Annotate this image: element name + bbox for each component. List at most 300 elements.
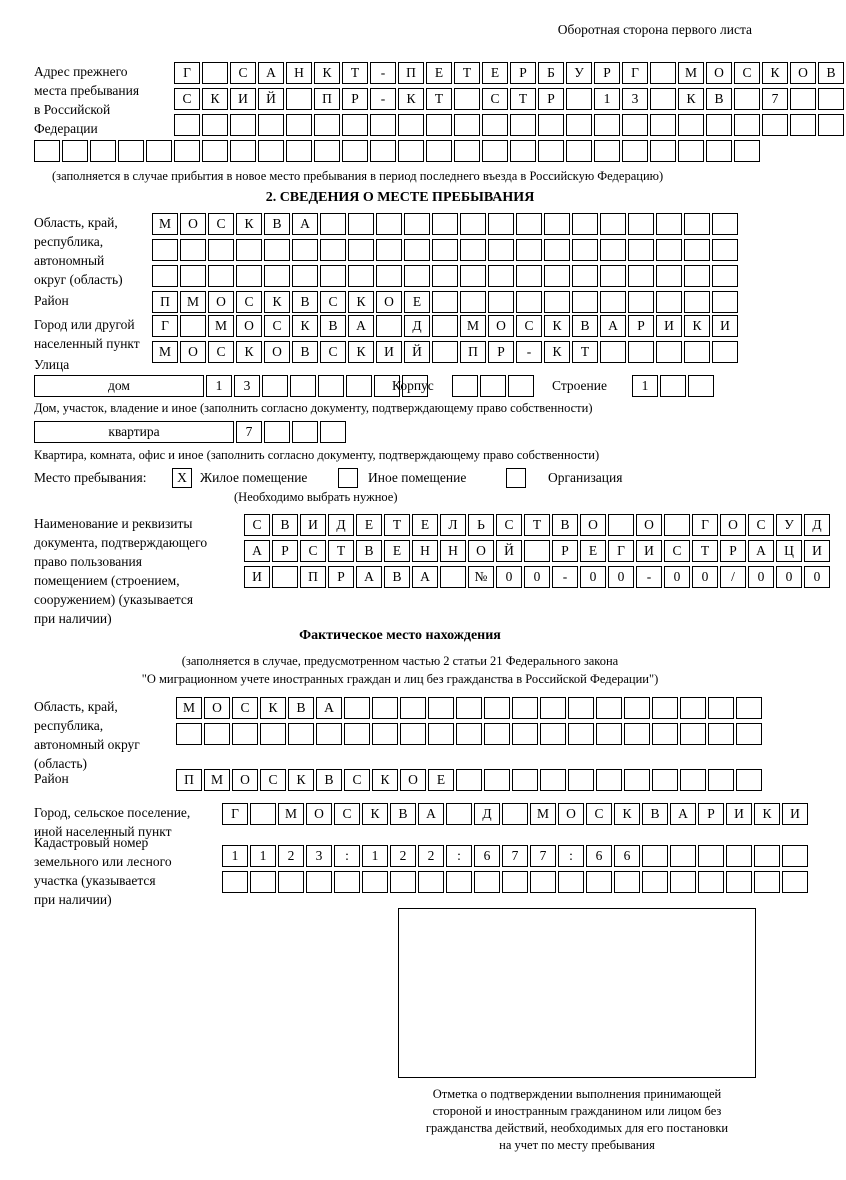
char-cell[interactable] <box>594 114 620 136</box>
char-cell[interactable]: 1 <box>362 845 388 867</box>
char-cell[interactable]: А <box>600 315 626 337</box>
document-row-1[interactable] <box>244 514 832 536</box>
char-cell[interactable]: С <box>300 540 326 562</box>
char-cell[interactable] <box>344 697 370 719</box>
char-cell[interactable] <box>260 723 286 745</box>
char-cell[interactable]: Р <box>628 315 654 337</box>
char-cell[interactable]: Г <box>174 62 200 84</box>
char-cell[interactable] <box>230 140 256 162</box>
char-cell[interactable] <box>316 723 342 745</box>
char-cell[interactable]: 0 <box>692 566 718 588</box>
char-cell[interactable]: 0 <box>804 566 830 588</box>
char-cell[interactable]: Т <box>426 88 452 110</box>
char-cell[interactable] <box>446 871 472 893</box>
char-cell[interactable] <box>524 540 550 562</box>
char-cell[interactable] <box>250 803 276 825</box>
char-cell[interactable] <box>488 239 514 261</box>
char-cell[interactable] <box>432 315 458 337</box>
char-cell[interactable]: И <box>376 341 402 363</box>
char-cell[interactable] <box>208 265 234 287</box>
char-cell[interactable]: Т <box>692 540 718 562</box>
char-cell[interactable] <box>488 213 514 235</box>
char-cell[interactable]: Р <box>698 803 724 825</box>
char-cell[interactable]: Е <box>384 540 410 562</box>
char-cell[interactable] <box>678 140 704 162</box>
stamp-box[interactable] <box>398 908 756 1078</box>
char-cell[interactable] <box>286 114 312 136</box>
char-cell[interactable]: 0 <box>496 566 522 588</box>
document-row-3[interactable] <box>244 566 832 588</box>
char-cell[interactable] <box>656 291 682 313</box>
char-cell[interactable] <box>596 697 622 719</box>
char-cell[interactable] <box>432 213 458 235</box>
char-cell[interactable]: П <box>398 62 424 84</box>
char-cell[interactable] <box>272 566 298 588</box>
char-cell[interactable]: М <box>152 213 178 235</box>
char-cell[interactable] <box>208 239 234 261</box>
checkbox-inoe[interactable] <box>338 468 358 488</box>
char-cell[interactable] <box>286 88 312 110</box>
char-cell[interactable] <box>404 213 430 235</box>
char-cell[interactable] <box>488 291 514 313</box>
char-cell[interactable]: О <box>580 514 606 536</box>
prev-address-row-3[interactable] <box>174 114 846 136</box>
char-cell[interactable] <box>512 769 538 791</box>
char-cell[interactable]: С <box>496 514 522 536</box>
char-cell[interactable] <box>292 421 318 443</box>
char-cell[interactable] <box>320 213 346 235</box>
char-cell[interactable]: 7 <box>530 845 556 867</box>
char-cell[interactable]: А <box>670 803 696 825</box>
char-cell[interactable] <box>454 140 480 162</box>
char-cell[interactable]: А <box>748 540 774 562</box>
char-cell[interactable]: Н <box>286 62 312 84</box>
char-cell[interactable]: К <box>684 315 710 337</box>
cadastral-row-1[interactable] <box>222 845 810 867</box>
char-cell[interactable] <box>176 723 202 745</box>
char-cell[interactable]: М <box>204 769 230 791</box>
char-cell[interactable] <box>754 845 780 867</box>
char-cell[interactable]: Л <box>440 514 466 536</box>
char-cell[interactable] <box>376 239 402 261</box>
char-cell[interactable] <box>680 769 706 791</box>
char-cell[interactable]: К <box>314 62 340 84</box>
char-cell[interactable] <box>204 723 230 745</box>
char-cell[interactable]: Г <box>222 803 248 825</box>
char-cell[interactable]: И <box>804 540 830 562</box>
char-cell[interactable]: В <box>552 514 578 536</box>
char-cell[interactable] <box>510 140 536 162</box>
char-cell[interactable] <box>656 239 682 261</box>
char-cell[interactable] <box>398 140 424 162</box>
char-cell[interactable] <box>342 140 368 162</box>
char-cell[interactable] <box>180 315 206 337</box>
char-cell[interactable] <box>624 697 650 719</box>
char-cell[interactable]: Ь <box>468 514 494 536</box>
char-cell[interactable]: О <box>204 697 230 719</box>
char-cell[interactable] <box>288 723 314 745</box>
char-cell[interactable] <box>680 697 706 719</box>
char-cell[interactable] <box>348 213 374 235</box>
char-cell[interactable]: Е <box>404 291 430 313</box>
char-cell[interactable] <box>712 213 738 235</box>
char-cell[interactable] <box>174 114 200 136</box>
char-cell[interactable] <box>712 291 738 313</box>
char-cell[interactable]: А <box>258 62 284 84</box>
char-cell[interactable] <box>432 341 458 363</box>
char-cell[interactable] <box>652 769 678 791</box>
char-cell[interactable] <box>456 697 482 719</box>
char-cell[interactable]: О <box>236 315 262 337</box>
char-cell[interactable]: Е <box>482 62 508 84</box>
char-cell[interactable] <box>510 114 536 136</box>
char-cell[interactable]: К <box>288 769 314 791</box>
char-cell[interactable]: 0 <box>748 566 774 588</box>
char-cell[interactable]: С <box>334 803 360 825</box>
section2-district-row[interactable] <box>152 291 740 313</box>
char-cell[interactable] <box>568 723 594 745</box>
section2-region-row-1[interactable] <box>152 213 740 235</box>
char-cell[interactable] <box>426 140 452 162</box>
char-cell[interactable]: К <box>202 88 228 110</box>
char-cell[interactable]: - <box>516 341 542 363</box>
char-cell[interactable]: В <box>272 514 298 536</box>
char-cell[interactable]: С <box>320 291 346 313</box>
char-cell[interactable]: 0 <box>580 566 606 588</box>
char-cell[interactable]: Р <box>538 88 564 110</box>
char-cell[interactable] <box>262 375 288 397</box>
char-cell[interactable] <box>460 239 486 261</box>
char-cell[interactable] <box>706 114 732 136</box>
char-cell[interactable] <box>278 871 304 893</box>
char-cell[interactable]: Т <box>510 88 536 110</box>
char-cell[interactable]: - <box>370 62 396 84</box>
char-cell[interactable]: О <box>208 291 234 313</box>
char-cell[interactable]: Б <box>538 62 564 84</box>
char-cell[interactable] <box>628 239 654 261</box>
char-cell[interactable] <box>508 375 534 397</box>
char-cell[interactable]: С <box>208 341 234 363</box>
char-cell[interactable]: П <box>152 291 178 313</box>
char-cell[interactable]: К <box>544 315 570 337</box>
char-cell[interactable]: В <box>572 315 598 337</box>
char-cell[interactable]: В <box>316 769 342 791</box>
char-cell[interactable]: Т <box>524 514 550 536</box>
char-cell[interactable]: Г <box>622 62 648 84</box>
char-cell[interactable]: В <box>264 213 290 235</box>
prev-address-row-2[interactable] <box>174 88 846 110</box>
char-cell[interactable] <box>404 265 430 287</box>
char-cell[interactable]: Т <box>328 540 354 562</box>
char-cell[interactable]: 1 <box>632 375 658 397</box>
char-cell[interactable] <box>62 140 88 162</box>
char-cell[interactable]: К <box>362 803 388 825</box>
char-cell[interactable]: Ц <box>776 540 802 562</box>
char-cell[interactable]: С <box>208 213 234 235</box>
char-cell[interactable] <box>726 845 752 867</box>
char-cell[interactable]: Й <box>496 540 522 562</box>
char-cell[interactable]: К <box>292 315 318 337</box>
char-cell[interactable]: О <box>180 213 206 235</box>
char-cell[interactable] <box>502 871 528 893</box>
char-cell[interactable]: Й <box>404 341 430 363</box>
char-cell[interactable]: К <box>348 341 374 363</box>
char-cell[interactable]: Е <box>426 62 452 84</box>
char-cell[interactable]: В <box>292 291 318 313</box>
char-cell[interactable] <box>670 871 696 893</box>
char-cell[interactable]: А <box>316 697 342 719</box>
char-cell[interactable] <box>736 769 762 791</box>
prev-address-row-4[interactable] <box>34 140 762 162</box>
char-cell[interactable]: И <box>230 88 256 110</box>
char-cell[interactable]: Т <box>342 62 368 84</box>
char-cell[interactable] <box>544 213 570 235</box>
char-cell[interactable] <box>650 140 676 162</box>
char-cell[interactable] <box>754 871 780 893</box>
char-cell[interactable] <box>614 871 640 893</box>
char-cell[interactable] <box>174 140 200 162</box>
char-cell[interactable] <box>222 871 248 893</box>
char-cell[interactable] <box>736 697 762 719</box>
char-cell[interactable]: А <box>244 540 270 562</box>
char-cell[interactable]: И <box>656 315 682 337</box>
char-cell[interactable]: Р <box>342 88 368 110</box>
char-cell[interactable] <box>512 697 538 719</box>
char-cell[interactable] <box>650 114 676 136</box>
section2-city-row-1[interactable] <box>152 315 740 337</box>
char-cell[interactable] <box>286 140 312 162</box>
char-cell[interactable] <box>596 723 622 745</box>
char-cell[interactable]: О <box>488 315 514 337</box>
char-cell[interactable] <box>484 769 510 791</box>
char-cell[interactable] <box>440 566 466 588</box>
char-cell[interactable] <box>708 769 734 791</box>
char-cell[interactable]: В <box>706 88 732 110</box>
char-cell[interactable] <box>684 239 710 261</box>
char-cell[interactable]: С <box>344 769 370 791</box>
char-cell[interactable]: К <box>372 769 398 791</box>
char-cell[interactable]: 1 <box>594 88 620 110</box>
char-cell[interactable] <box>600 341 626 363</box>
char-cell[interactable]: 1 <box>250 845 276 867</box>
char-cell[interactable] <box>652 723 678 745</box>
char-cell[interactable] <box>736 723 762 745</box>
actual-region-row-2[interactable] <box>176 723 764 745</box>
char-cell[interactable] <box>456 723 482 745</box>
char-cell[interactable] <box>516 265 542 287</box>
char-cell[interactable] <box>484 697 510 719</box>
char-cell[interactable] <box>572 265 598 287</box>
char-cell[interactable] <box>790 88 816 110</box>
char-cell[interactable] <box>348 239 374 261</box>
char-cell[interactable] <box>540 697 566 719</box>
char-cell[interactable]: О <box>468 540 494 562</box>
char-cell[interactable] <box>684 213 710 235</box>
char-cell[interactable] <box>376 213 402 235</box>
char-cell[interactable]: С <box>244 514 270 536</box>
char-cell[interactable]: / <box>720 566 746 588</box>
char-cell[interactable] <box>292 265 318 287</box>
char-cell[interactable] <box>586 871 612 893</box>
char-cell[interactable]: - <box>552 566 578 588</box>
char-cell[interactable]: А <box>412 566 438 588</box>
char-cell[interactable]: 6 <box>474 845 500 867</box>
char-cell[interactable] <box>180 265 206 287</box>
char-cell[interactable] <box>596 769 622 791</box>
char-cell[interactable]: - <box>636 566 662 588</box>
char-cell[interactable] <box>568 697 594 719</box>
char-cell[interactable] <box>456 769 482 791</box>
char-cell[interactable]: Г <box>692 514 718 536</box>
char-cell[interactable] <box>708 723 734 745</box>
char-cell[interactable]: Р <box>594 62 620 84</box>
char-cell[interactable]: К <box>754 803 780 825</box>
char-cell[interactable] <box>572 291 598 313</box>
char-cell[interactable] <box>344 723 370 745</box>
char-cell[interactable] <box>712 341 738 363</box>
char-cell[interactable]: 6 <box>586 845 612 867</box>
char-cell[interactable]: Е <box>428 769 454 791</box>
char-cell[interactable] <box>572 239 598 261</box>
char-cell[interactable]: М <box>530 803 556 825</box>
section2-region-row-3[interactable] <box>152 265 740 287</box>
char-cell[interactable] <box>656 213 682 235</box>
char-cell[interactable]: 3 <box>622 88 648 110</box>
char-cell[interactable] <box>400 723 426 745</box>
char-cell[interactable]: С <box>230 62 256 84</box>
char-cell[interactable]: М <box>460 315 486 337</box>
char-cell[interactable]: О <box>706 62 732 84</box>
char-cell[interactable] <box>600 213 626 235</box>
char-cell[interactable] <box>538 140 564 162</box>
char-cell[interactable] <box>622 140 648 162</box>
char-cell[interactable] <box>568 769 594 791</box>
char-cell[interactable] <box>376 265 402 287</box>
char-cell[interactable]: С <box>264 315 290 337</box>
char-cell[interactable] <box>90 140 116 162</box>
char-cell[interactable] <box>484 723 510 745</box>
char-cell[interactable] <box>362 871 388 893</box>
char-cell[interactable] <box>650 62 676 84</box>
char-cell[interactable]: В <box>384 566 410 588</box>
char-cell[interactable] <box>684 341 710 363</box>
char-cell[interactable] <box>516 239 542 261</box>
char-cell[interactable]: С <box>586 803 612 825</box>
char-cell[interactable]: 7 <box>502 845 528 867</box>
char-cell[interactable] <box>452 375 478 397</box>
char-cell[interactable] <box>660 375 686 397</box>
char-cell[interactable]: 1 <box>206 375 232 397</box>
char-cell[interactable]: : <box>334 845 360 867</box>
char-cell[interactable]: И <box>244 566 270 588</box>
char-cell[interactable]: К <box>260 697 286 719</box>
char-cell[interactable] <box>664 514 690 536</box>
char-cell[interactable]: С <box>482 88 508 110</box>
cadastral-row-2[interactable] <box>222 871 810 893</box>
char-cell[interactable] <box>544 265 570 287</box>
actual-district-row[interactable] <box>176 769 764 791</box>
char-cell[interactable]: 0 <box>664 566 690 588</box>
char-cell[interactable] <box>146 140 172 162</box>
char-cell[interactable]: К <box>398 88 424 110</box>
char-cell[interactable]: С <box>232 697 258 719</box>
char-cell[interactable]: К <box>544 341 570 363</box>
char-cell[interactable]: Т <box>572 341 598 363</box>
char-cell[interactable] <box>314 114 340 136</box>
char-cell[interactable]: 2 <box>390 845 416 867</box>
char-cell[interactable] <box>650 88 676 110</box>
char-cell[interactable] <box>502 803 528 825</box>
char-cell[interactable]: 2 <box>278 845 304 867</box>
char-cell[interactable]: И <box>782 803 808 825</box>
char-cell[interactable] <box>600 265 626 287</box>
char-cell[interactable] <box>512 723 538 745</box>
char-cell[interactable] <box>782 871 808 893</box>
flat-cells[interactable] <box>236 421 348 443</box>
char-cell[interactable] <box>320 421 346 443</box>
char-cell[interactable] <box>566 114 592 136</box>
char-cell[interactable] <box>670 845 696 867</box>
char-cell[interactable] <box>118 140 144 162</box>
char-cell[interactable] <box>544 239 570 261</box>
char-cell[interactable] <box>600 291 626 313</box>
char-cell[interactable]: 3 <box>306 845 332 867</box>
char-cell[interactable] <box>762 114 788 136</box>
char-cell[interactable]: П <box>314 88 340 110</box>
char-cell[interactable] <box>688 375 714 397</box>
char-cell[interactable] <box>698 871 724 893</box>
char-cell[interactable] <box>488 265 514 287</box>
char-cell[interactable]: В <box>818 62 844 84</box>
char-cell[interactable] <box>540 769 566 791</box>
stroenie-cells[interactable] <box>632 375 716 397</box>
char-cell[interactable]: О <box>558 803 584 825</box>
char-cell[interactable] <box>734 88 760 110</box>
char-cell[interactable]: М <box>208 315 234 337</box>
char-cell[interactable] <box>264 265 290 287</box>
char-cell[interactable]: С <box>260 769 286 791</box>
char-cell[interactable] <box>624 723 650 745</box>
char-cell[interactable] <box>482 114 508 136</box>
char-cell[interactable] <box>306 871 332 893</box>
char-cell[interactable] <box>782 845 808 867</box>
char-cell[interactable]: 0 <box>776 566 802 588</box>
char-cell[interactable]: Н <box>440 540 466 562</box>
char-cell[interactable]: У <box>776 514 802 536</box>
char-cell[interactable] <box>684 265 710 287</box>
char-cell[interactable] <box>622 114 648 136</box>
char-cell[interactable] <box>370 114 396 136</box>
char-cell[interactable]: А <box>292 213 318 235</box>
char-cell[interactable] <box>460 265 486 287</box>
char-cell[interactable] <box>232 723 258 745</box>
char-cell[interactable] <box>236 265 262 287</box>
char-cell[interactable]: К <box>264 291 290 313</box>
char-cell[interactable] <box>628 213 654 235</box>
char-cell[interactable] <box>726 871 752 893</box>
char-cell[interactable] <box>708 697 734 719</box>
char-cell[interactable] <box>348 265 374 287</box>
char-cell[interactable]: А <box>356 566 382 588</box>
char-cell[interactable] <box>680 723 706 745</box>
char-cell[interactable]: Й <box>258 88 284 110</box>
char-cell[interactable]: И <box>712 315 738 337</box>
char-cell[interactable] <box>684 291 710 313</box>
char-cell[interactable]: М <box>152 341 178 363</box>
char-cell[interactable] <box>482 140 508 162</box>
section2-region-row-2[interactable] <box>152 239 740 261</box>
char-cell[interactable] <box>538 114 564 136</box>
